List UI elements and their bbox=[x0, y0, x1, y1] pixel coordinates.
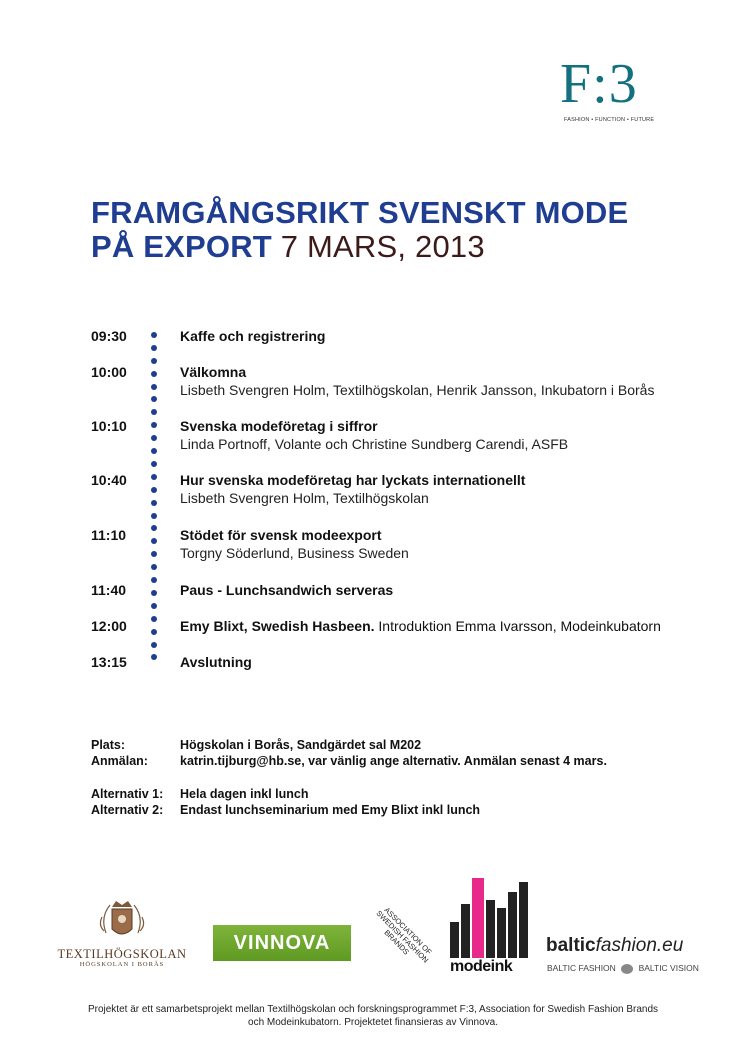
timeline-dot bbox=[151, 525, 157, 531]
schedule-item-title: Paus - Lunchsandwich serveras bbox=[180, 582, 394, 598]
timeline-dot bbox=[151, 435, 157, 441]
schedule-time: 10:40 bbox=[91, 472, 127, 488]
bars-icon bbox=[448, 878, 532, 958]
page-title-export: PÅ EXPORT bbox=[91, 229, 272, 264]
vinnova-logo bbox=[213, 925, 351, 961]
timeline-dot bbox=[151, 422, 157, 428]
timeline-dot bbox=[151, 384, 157, 390]
schedule-item bbox=[180, 417, 568, 453]
timeline-dot bbox=[151, 616, 157, 622]
timeline-dot bbox=[151, 487, 157, 493]
schedule-time: 09:30 bbox=[91, 328, 127, 344]
schedule-item-speakers: Torgny Söderlund, Business Sweden bbox=[180, 545, 409, 561]
textil-sub: HÖGSKOLAN I BORÅS bbox=[79, 961, 165, 968]
f3-logo bbox=[560, 53, 670, 126]
schedule-time: 11:10 bbox=[91, 527, 127, 543]
modeink-text: modeink bbox=[450, 958, 513, 975]
timeline-dot bbox=[151, 396, 157, 402]
schedule-time: 11:40 bbox=[91, 582, 127, 598]
balticfashion-logo bbox=[546, 935, 706, 980]
timeline-dot bbox=[151, 590, 157, 596]
page-title-date: 7 MARS, 2013 bbox=[280, 229, 485, 264]
baltic-bold: baltic bbox=[546, 935, 596, 956]
schedule-item bbox=[180, 526, 409, 562]
schedule-time: 10:00 bbox=[91, 364, 127, 380]
schedule-item-title: Kaffe och registrering bbox=[180, 328, 326, 344]
timeline-dot bbox=[151, 448, 157, 454]
schedule-item-speakers: Linda Portnoff, Volante och Christine Sundberg Carendi, ASFB bbox=[180, 436, 569, 452]
f3-logo-mark: F:3 bbox=[560, 53, 638, 115]
plats-value: Högskolan i Borås, Sandgärdet sal M202 bbox=[180, 738, 422, 752]
schedule-item-title: Stödet för svensk modeexport bbox=[180, 527, 382, 543]
timeline-dot bbox=[151, 358, 157, 364]
schedule-item-title: Emy Blixt, Swedish Hasbeen. bbox=[180, 618, 375, 634]
timeline-dot bbox=[151, 371, 157, 377]
schedule-item bbox=[180, 581, 393, 599]
vinnova-text: VINNOVA bbox=[233, 932, 331, 954]
schedule-item bbox=[180, 617, 661, 635]
plats-label: Plats: bbox=[91, 738, 126, 752]
asfb-text: ASSOCIATION OF SWEDISH FASHION BRANDS bbox=[374, 905, 434, 965]
footer-line2: och Modeinkubatorn. Projektetet finansieras av Vinnova. bbox=[248, 1017, 498, 1028]
f3-logo-tagline: FASHION • FUNCTION • FUTURE bbox=[564, 117, 655, 123]
schedule-item-intro: Introduktion Emma Ivarsson, Modeinkubatorn bbox=[374, 618, 661, 634]
timeline-dot bbox=[151, 551, 157, 557]
schedule-item-title: Hur svenska modeföretag har lyckats internationellt bbox=[180, 472, 526, 488]
schedule-time: 10:10 bbox=[91, 418, 127, 434]
page-title-line1: FRAMGÅNGSRIKT SVENSKT MODE bbox=[91, 195, 629, 230]
textil-name: TEXTILHÖGSKOLAN bbox=[57, 947, 187, 961]
timeline-dot bbox=[151, 461, 157, 467]
timeline-dot bbox=[151, 474, 157, 480]
timeline-dot bbox=[151, 577, 157, 583]
timeline-dot bbox=[151, 500, 157, 506]
timeline-dot bbox=[151, 538, 157, 544]
schedule-item-title: Avslutning bbox=[180, 654, 252, 670]
timeline-dot bbox=[151, 513, 157, 519]
timeline-dot bbox=[151, 603, 157, 609]
schedule-item bbox=[180, 653, 252, 671]
swirl-icon bbox=[621, 964, 633, 974]
schedule-time: 12:00 bbox=[91, 618, 127, 634]
alternativ2-value: Endast lunchseminarium med Emy Blixt inkl lunch bbox=[180, 803, 481, 817]
timeline-dot bbox=[151, 654, 157, 660]
modeinkubatorn-logo bbox=[448, 878, 532, 978]
asfb-logo bbox=[365, 905, 437, 967]
textilhogskolan-logo bbox=[46, 895, 198, 970]
anmalan-value: katrin.tijburg@hb.se, var vänlig ange alternativ. Anmälan senast 4 mars. bbox=[180, 754, 607, 768]
footer-line1: Projektet är ett samarbetsprojekt mellan Textilhögskolan och forskningsprogrammet F:3, Association for Swedish Fashion Brands bbox=[87, 1004, 659, 1015]
schedule-item-title: Svenska modeföretag i siffror bbox=[180, 418, 378, 434]
schedule-item bbox=[180, 471, 525, 507]
timeline-dot bbox=[151, 345, 157, 351]
page-title-line2 bbox=[91, 230, 485, 264]
baltic-rest: fashion.eu bbox=[595, 935, 684, 956]
alternativ2-label: Alternativ 2: bbox=[91, 803, 164, 817]
schedule-item-speakers: Lisbeth Svengren Holm, Textilhögskolan, Henrik Jansson, Inkubatorn i Borås bbox=[180, 382, 655, 398]
baltic-sub1: BALTIC FASHION bbox=[547, 963, 616, 973]
baltic-sub2: BALTIC VISION bbox=[638, 963, 699, 973]
timeline-dot bbox=[151, 332, 157, 338]
schedule-item-speakers: Lisbeth Svengren Holm, Textilhögskolan bbox=[180, 490, 429, 506]
alternativ1-value: Hela dagen inkl lunch bbox=[180, 787, 309, 801]
schedule-item bbox=[180, 363, 654, 399]
alternativ1-label: Alternativ 1: bbox=[91, 787, 164, 801]
schedule-time: 13:15 bbox=[91, 654, 127, 670]
schedule-item-title: Välkomna bbox=[180, 364, 247, 380]
timeline-dot bbox=[151, 629, 157, 635]
anmalan-label: Anmälan: bbox=[91, 754, 148, 768]
timeline-dot bbox=[151, 642, 157, 648]
footer-note bbox=[30, 1003, 716, 1029]
timeline-dot bbox=[151, 564, 157, 570]
schedule-item bbox=[180, 327, 325, 345]
timeline-dot bbox=[151, 409, 157, 415]
